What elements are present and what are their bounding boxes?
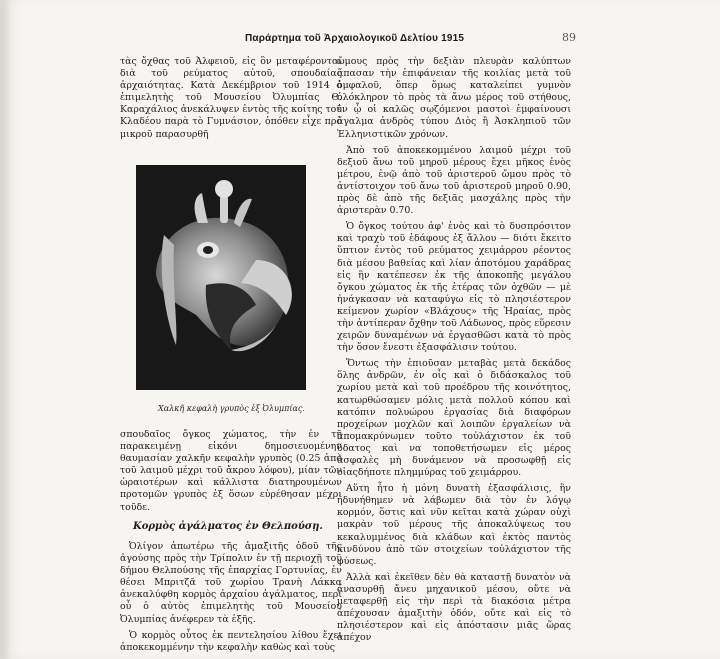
paragraph: ὤμους πρὸς τὴν δεξιὰν πλευρὰν καλύπτων ἅπασαν τὴν ἐπιφάνειαν τῆς κοιλίας μετὰ τοῦ ὀμφαλοῦ, ὅπερ ὅμως καταλείπει γυμνὸν ὁλόκληρον τὸ πρὸς τὰ ἄνω μέρος τοῦ στήθους, ἐν ᾧ οἱ καλῶς σῳζόμενοι μαστοὶ ἐμφαίνουσι ἄγαλμα ἀνδρὸς τύπου Διὸς ἢ Ἀσκληπιοῦ τῶν Ἑλληνιστικῶν χρόνων.	[337, 56, 571, 140]
paragraph: τὰς ὄχθας τοῦ Ἀλφειοῦ, εἰς ὃν μεταφέρονται διὰ τοῦ ρεύματος αὐτοῦ, σπουδαίας ἀρχαιότητας. Κατὰ Δεκέμβριον τοῦ 1914 ὁ ἐπιμελητὴς τοῦ Μουσείου Ὀλυμπίας Θ. Καραχάλιος ἀνεκάλυψεν ἐντὸς τῆς κοίτης τοῦ Κλαδέου παρὰ τὸ Γυμνάσιον, ὁπόθεν εἶχε πρὸ μικροῦ παρασυρθῆ	[120, 56, 342, 140]
left-column-top	[120, 56, 342, 145]
right-column	[337, 56, 571, 648]
paragraph: Ἀλλὰ καὶ ἐκεῖθεν δὲν θὰ καταστῇ δυνατὸν νὰ ἀνασυρθῇ ἄνευ μηχανικοῦ μέσου, οὔτε νὰ μεταφερθῇ εἰς τὴν περὶ τὰ διακόσια μέτρα ἀπέχουσαν ἁμαξιτὴν ὁδόν, οὔτε καὶ εἰς τὸ πλησιέστερον καὶ εἰς ἀπόστασιν μιᾶς ὥρας ἀπέχον	[337, 571, 571, 644]
binding-shadow	[0, 0, 10, 659]
griffin-head-photo	[136, 165, 306, 390]
paragraph: Ὁ ὄγκος τούτου ἀφ' ἑνὸς καὶ τὸ δυσπρόσιτον καὶ τραχὺ τοῦ ἐδάφους ἐξ ἄλλου — διότι ἔκειτο ὕπτιον ἐντὸς τοῦ ρεύματος χειμάρρου ρέοντος διὰ μέσου βαθείας καὶ λίαν ἀποτόμου χαράδρας εἰς ἣν κατέπεσεν ἐκ τῆς ἀποκοπῆς μεγάλου ὄγκου χώματος ἐκ τῆς ἑτέρας τῶν ὀχθῶν — μὲ ἠνάγκασαν νὰ καταφύγω εἰς τὸ πλησιέστερον κείμενον χωρίον «Βλάχους» τῆς Ἡραίας, πρὸς τὴν ἀντίπεραν ὄχθην τοῦ Λάδωνος, πρὸς εὕρεσιν χειρῶν δυναμένων νὰ ἐργασθῶσι κατὰ τὸ πρὸς τὴν ὅσον ἔνεστι ἐξασφάλισιν τούτου.	[337, 221, 571, 354]
left-column-middle	[120, 429, 342, 518]
griffin-head-image	[136, 165, 306, 390]
figure-caption: Χαλκῆ κεφαλὴ γρυπὸς ἐξ Ὀλυμπίας.	[158, 404, 305, 413]
paragraph: Ὁ κορμὸς οὗτος ἐκ πεντελησίου λίθου ἔχει ἀποκεκομμένην τὴν κεφαλὴν καθὼς καὶ τοὺς	[120, 629, 342, 653]
page-number: 89	[562, 31, 576, 44]
running-header: Παράρτημα τοῦ Ἀρχαιολογικοῦ Δελτίου 1915	[245, 33, 465, 44]
section-title: Κορμὸς ἀγάλματος ἐν Θελπούσῃ.	[133, 521, 323, 532]
left-column-bottom	[120, 541, 342, 658]
paragraph: Ὀλίγον ἀπωτέρω τῆς ἁμαξιτῆς ὁδοῦ τῆς ἀγούσης πρὸς τὴν Τρίπολιν ἐν τῇ περιοχῇ τοῦ δήμου Θελπούσης τῆς ἐπαρχίας Γορτυνίας, ἐν θέσει Μπριτζᾶ τοῦ χωρίου Τρανὴ Λάκκα ἀνεκαλύφθη κορμὸς ἀρχαίου ἀγάλματος, περὶ οὗ ὁ αὐτὸς ἐπιμελητὴς τοῦ Μουσείου Ὀλυμπίας ἀνέφερεν τὰ ἑξῆς.	[120, 541, 342, 625]
paragraph: Ὅντως τὴν ἐπιοῦσαν μεταβὰς μετὰ δεκάδος ὅλης ἀνδρῶν, ἐν οἷς καὶ ὁ διδάσκαλος τοῦ χωρίου μετὰ καὶ τοῦ προέδρου τῆς κοινότητος, κατωρθώσαμεν μόλις μετὰ πολλοῦ κόπου καὶ κατόπιν πολυώρου ἐργασίας διὰ διαφόρων προχείρων μοχλῶν καὶ λοιπῶν ἐργαλείων νὰ απομακρύνωμεν τοῦτο τοὐλάχιστον ἐκ τοῦ ὕδατος καὶ να τοποθετήσωμεν εἰς μέρος ἀσφαλὲς μὴ δυνάμενον νὰ προσωφθῇ εἰς οἱαςδήποτε πλημμύρας τοῦ χειμάρρου.	[337, 358, 571, 479]
paragraph: Αὕτη ἦτο ἡ μόνη δυνατὴ ἐξασφάλισις, ἣν ἠδυνήθημεν νὰ λάβωμεν διὰ τὸν ἐν λόγῳ κορμόν, ὅστις καὶ νῦν κεῖται κατὰ χώραν οὐχὶ μακρὰν τοῦ μέρους τῆς ἀποκαλύψεως του κεκαλυμμένος διὰ κλάδων καὶ ἐκτὸς παντὸς κινδύνου ἀπὸ τῶν στοιχείων τοὐλάχιστον τῆς φύσεως.	[337, 483, 571, 567]
paragraph: σπουδαῖος ὄγκος χώματος, τὴν ἐν τῇ παρακειμένῃ εἰκόνι δημοσιευομένην θαυμασίαν χαλκῆν κεφαλὴν γρυπὸς (0.25 ἀπὸ τοῦ λαιμοῦ μέχρι τοῦ ἄκρου λόφου), μίαν τῶν ὡραιοτέρων καὶ κάλλιστα διατηρουμένων προτομῶν γρυπὸς ἐξ ὅσων εὑρέθησαν μέχρι τοῦδε.	[120, 429, 342, 513]
paragraph: Ἀπὸ τοῦ ἀποκεκομμένου λαιμοῦ μέχρι τοῦ δεξιοῦ ἄνω τοῦ μηροῦ μέρους ἔχει μῆκος ἑνὸς μέτρου, ἐνῷ ἀπὸ τοῦ ἀριστεροῦ ὤμου πρὸς τὸ ἀντίστοιχον τοῦ ἄνω τοῦ ἀριστεροῦ μηροῦ 0.90, πρὸς δὲ ἀπὸ τῆς δεξιᾶς μασχάλης πρὸς τὴν ἀριστερὰν 0.70.	[337, 144, 571, 217]
